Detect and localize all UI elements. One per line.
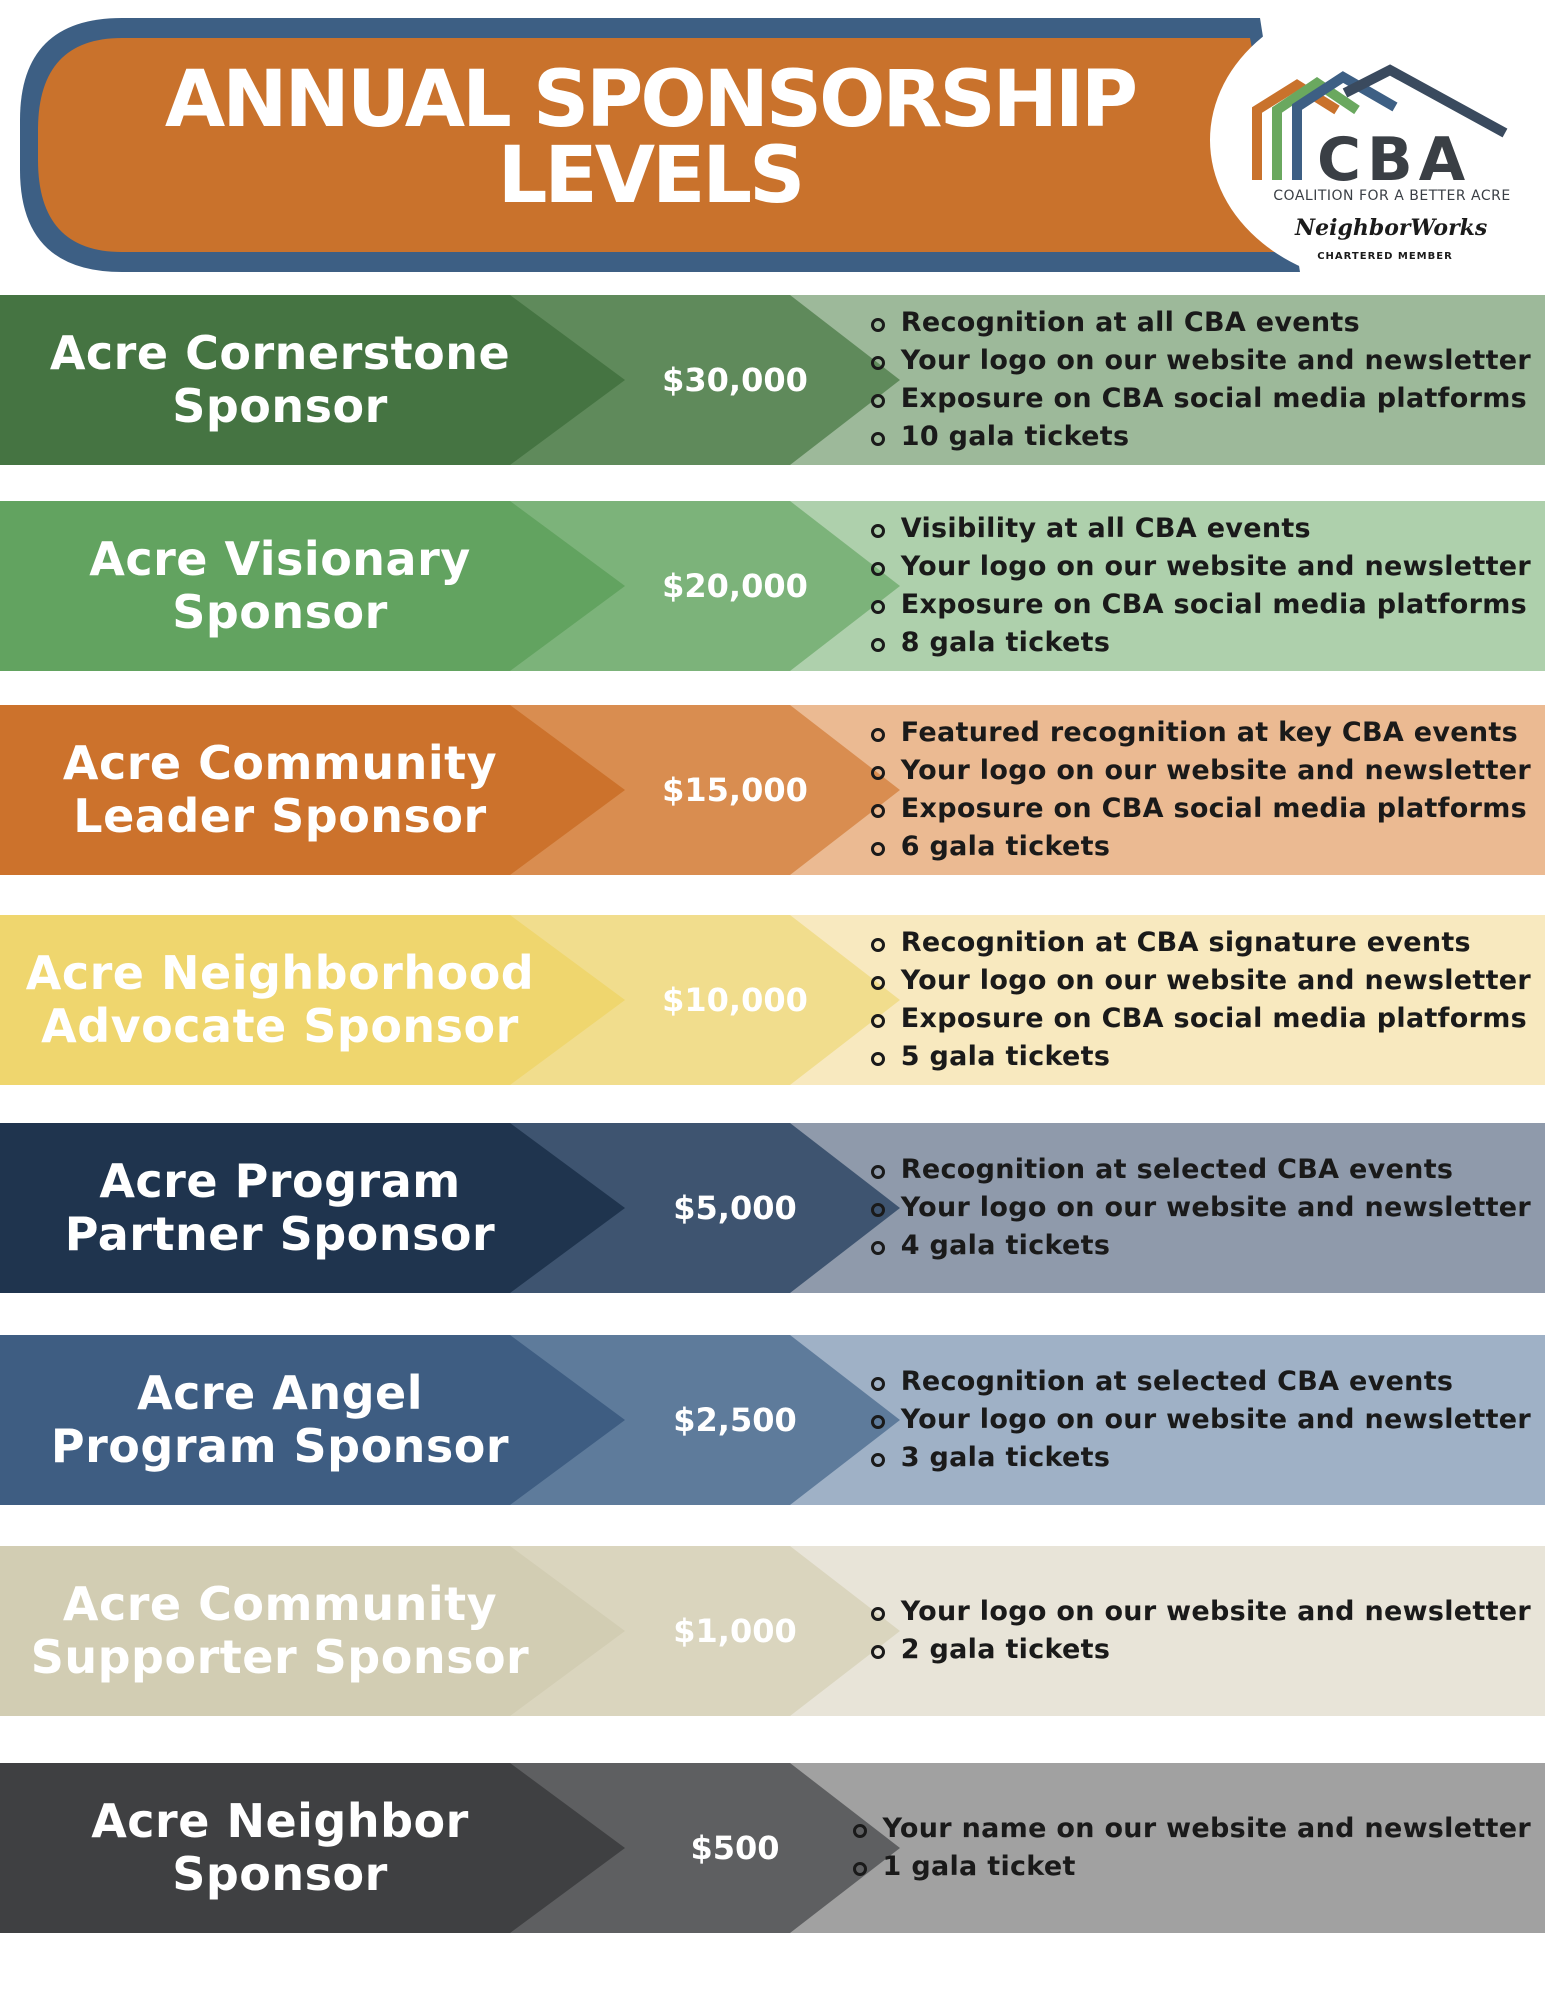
benefit-item: 10 gala tickets (867, 418, 1531, 456)
level-name (0, 295, 560, 465)
benefits-list (867, 1123, 1531, 1293)
benefit-item: Your logo on our website and newsletter (867, 1401, 1531, 1439)
level-name (0, 1763, 560, 1933)
benefit-item: Recognition at selected CBA events (867, 1363, 1531, 1401)
level-name (0, 705, 560, 875)
sponsorship-level (0, 1335, 1545, 1505)
benefit-item: 8 gala tickets (867, 624, 1531, 662)
benefit-item: Exposure on CBA social media platforms (867, 790, 1531, 828)
level-name-line: Sponsor (172, 1847, 388, 1901)
level-name-line: Acre Program (99, 1154, 461, 1208)
level-name-line: Partner Sponsor (64, 1207, 496, 1261)
level-name-line: Sponsor (172, 585, 388, 639)
benefit-item: Visibility at all CBA events (867, 510, 1531, 548)
partner-caption: CHARTERED MEMBER (1317, 251, 1453, 262)
benefit-item: Your logo on our website and newsletter (867, 752, 1531, 790)
level-name (0, 1123, 560, 1293)
cba-logo (1225, 55, 1535, 275)
level-name-line: Acre Community (62, 736, 498, 790)
benefit-item: 5 gala tickets (867, 1038, 1531, 1076)
benefit-item: Featured recognition at key CBA events (867, 714, 1531, 752)
benefit-item: Your name on our website and newsletter (849, 1810, 1531, 1848)
benefit-item: Your logo on our website and newsletter (867, 1593, 1531, 1631)
level-amount: $30,000 (662, 361, 808, 399)
level-amount: $10,000 (662, 981, 808, 1019)
level-name-line: Acre Visionary (89, 532, 471, 586)
partner-logo: NeighborWorks (1295, 215, 1488, 241)
benefit-item: 4 gala tickets (867, 1227, 1531, 1265)
benefit-item: Exposure on CBA social media platforms (867, 380, 1531, 418)
benefits-list (849, 1763, 1531, 1933)
level-amount: $15,000 (662, 771, 808, 809)
level-name (0, 915, 560, 1085)
benefit-item: Your logo on our website and newsletter (867, 548, 1531, 586)
level-name-line: Acre Neighborhood (25, 946, 535, 1000)
level-name-line: Acre Angel (136, 1366, 423, 1420)
level-name-line: Supporter Sponsor (30, 1630, 530, 1684)
benefit-item: Your logo on our website and newsletter (867, 1189, 1531, 1227)
header-banner (0, 0, 1545, 290)
level-name-line: Acre Neighbor (91, 1794, 469, 1848)
sponsorship-level (0, 295, 1545, 465)
benefit-item: Recognition at selected CBA events (867, 1151, 1531, 1189)
benefit-item: Exposure on CBA social media platforms (867, 1000, 1531, 1038)
page-title (40, 55, 1260, 221)
benefit-item: Recognition at CBA signature events (867, 924, 1531, 962)
logo-wordmark: CBA (1317, 125, 1472, 195)
benefit-item: Recognition at all CBA events (867, 304, 1531, 342)
benefits-list (867, 1335, 1531, 1505)
sponsorship-level (0, 705, 1545, 875)
page-title-line2: LEVELS (497, 131, 803, 221)
page-title-line1: ANNUAL SPONSORSHIP (164, 55, 1136, 145)
benefits-list (867, 295, 1531, 465)
logo-subtitle: COALITION FOR A BETTER ACRE (1273, 188, 1511, 204)
level-name (0, 501, 560, 671)
benefits-list (867, 705, 1531, 875)
level-amount: $500 (690, 1829, 780, 1867)
level-name-line: Acre Cornerstone (49, 326, 511, 380)
level-name-line: Acre Community (62, 1577, 498, 1631)
benefit-item: Your logo on our website and newsletter (867, 962, 1531, 1000)
sponsorship-level (0, 501, 1545, 671)
benefit-item: Your logo on our website and newsletter (867, 342, 1531, 380)
level-amount: $20,000 (662, 567, 808, 605)
sponsorship-level (0, 915, 1545, 1085)
level-amount: $5,000 (673, 1189, 797, 1227)
benefit-item: 2 gala tickets (867, 1631, 1531, 1669)
benefit-item: 1 gala ticket (849, 1848, 1531, 1886)
level-name (0, 1546, 560, 1716)
benefit-item: Exposure on CBA social media platforms (867, 586, 1531, 624)
level-name-line: Advocate Sponsor (41, 999, 519, 1053)
level-name (0, 1335, 560, 1505)
benefit-item: 3 gala tickets (867, 1439, 1531, 1477)
sponsorship-level (0, 1123, 1545, 1293)
benefits-list (867, 915, 1531, 1085)
benefit-item: 6 gala tickets (867, 828, 1531, 866)
level-name-line: Program Sponsor (50, 1419, 510, 1473)
level-name-line: Leader Sponsor (73, 789, 487, 843)
level-amount: $2,500 (673, 1401, 797, 1439)
sponsorship-level (0, 1763, 1545, 1933)
sponsorship-level (0, 1546, 1545, 1716)
benefits-list (867, 501, 1531, 671)
level-amount: $1,000 (673, 1612, 797, 1650)
benefits-list (867, 1546, 1531, 1716)
level-name-line: Sponsor (172, 379, 388, 433)
